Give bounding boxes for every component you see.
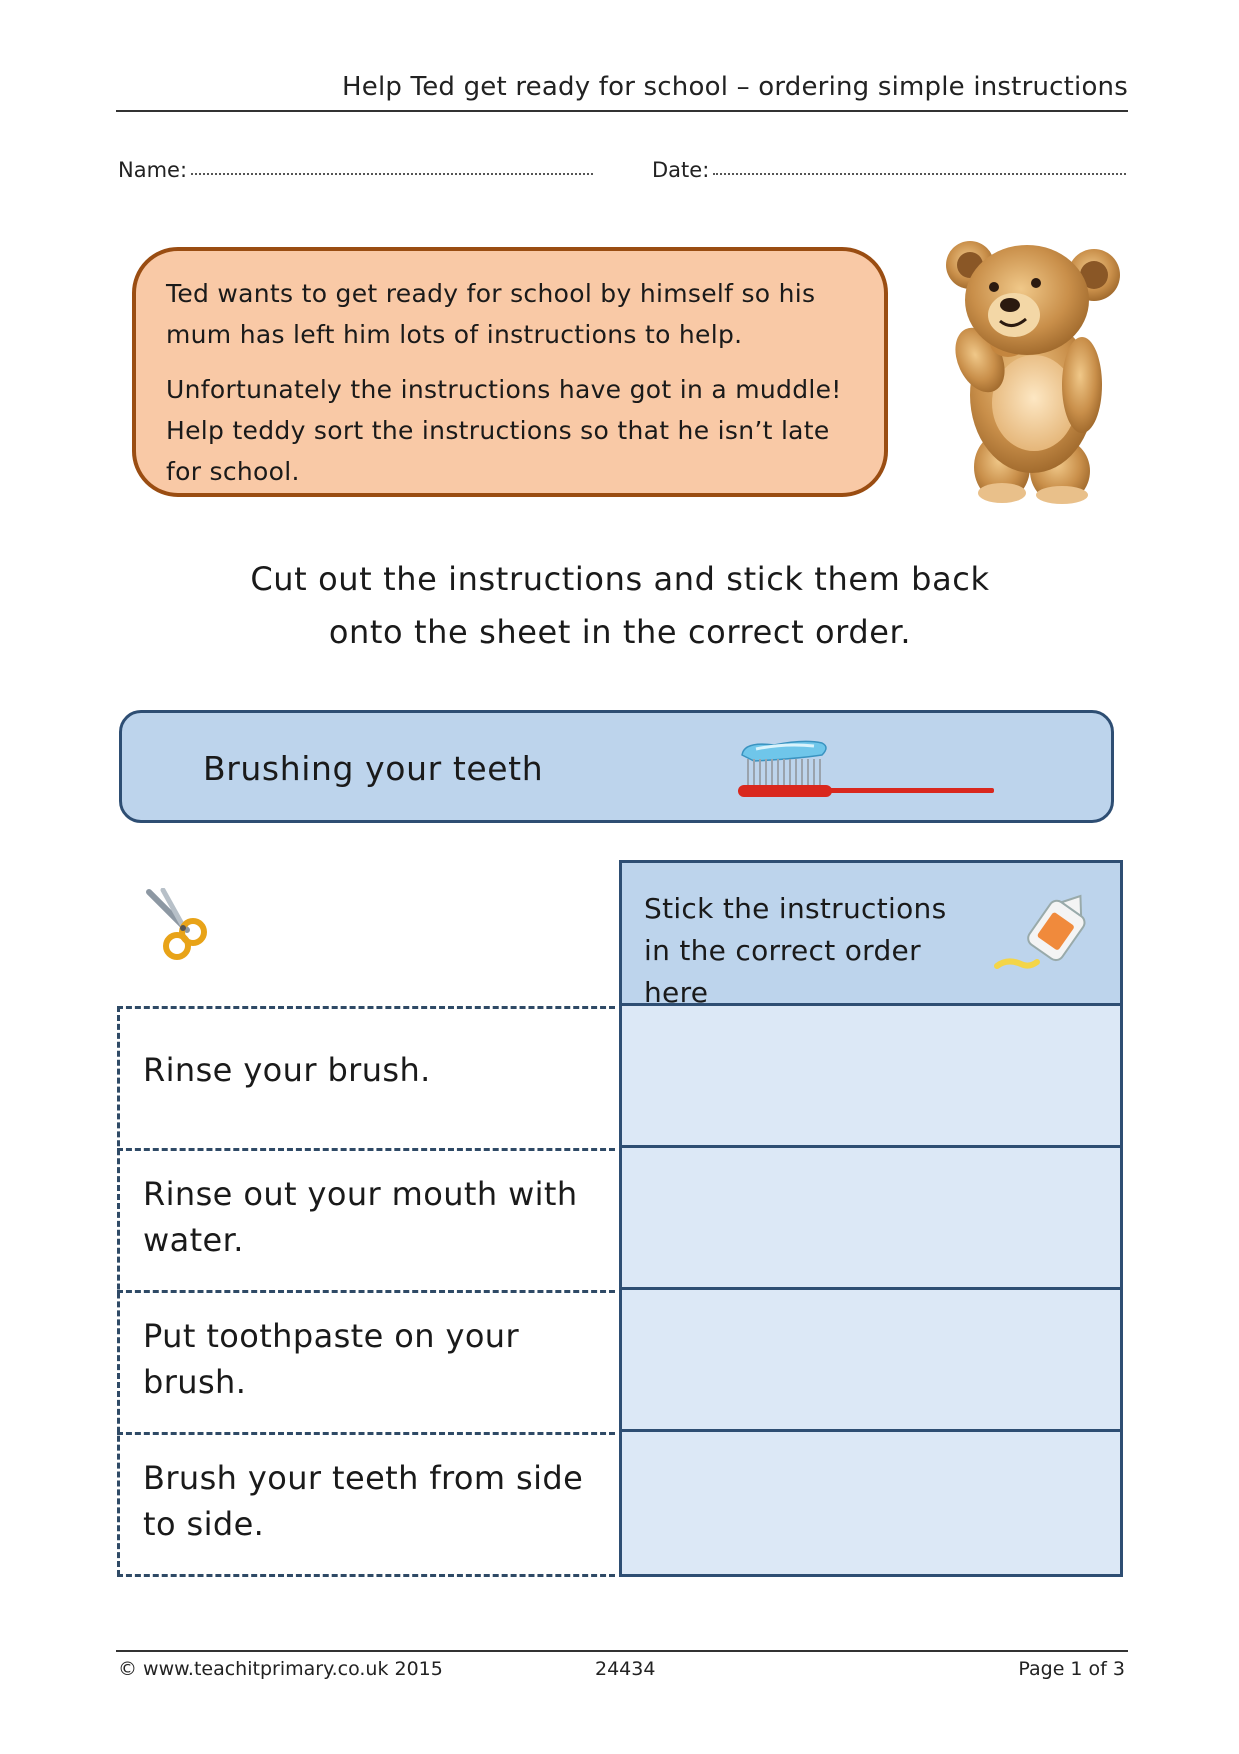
cutout-strip-4[interactable] (117, 1432, 615, 1574)
cut-instruction-line-2: onto the sheet in the correct order. (328, 613, 912, 651)
date-dotted-line[interactable] (713, 173, 1126, 175)
teddy-bear-illustration (942, 235, 1120, 505)
date-label: Date: (652, 158, 710, 182)
header-rule (116, 110, 1128, 112)
stick-slot-4[interactable] (622, 1432, 1120, 1574)
toothbrush-icon (734, 737, 1000, 801)
stick-table-header (622, 863, 1120, 1009)
cutout-text-4: Brush your teeth from side to side. (143, 1459, 584, 1543)
footer-page-number: Page 1 of 3 (1018, 1658, 1125, 1680)
intro-paragraph-1: Ted wants to get ready for school by himself so his mum has left him lots of instructions to help. (166, 279, 816, 349)
activity-banner (119, 710, 1114, 823)
name-field[interactable] (118, 158, 593, 182)
scissors-icon (143, 888, 219, 960)
intro-box (132, 247, 888, 497)
footer-resource-code: 24434 (595, 1658, 656, 1680)
cutout-text-3: Put toothpaste on your brush. (143, 1317, 520, 1401)
cutout-strip-1[interactable] (117, 1006, 615, 1148)
cutout-text-2: Rinse out your mouth with water. (143, 1175, 578, 1259)
name-label: Name: (118, 158, 188, 182)
activity-title: Brushing your teeth (203, 749, 544, 788)
stick-slot-1[interactable] (622, 1006, 1120, 1148)
footer-copyright: © www.teachitprimary.co.uk 2015 (118, 1658, 443, 1680)
cut-instruction (200, 553, 1040, 659)
intro-paragraph-2: Unfortunately the instructions have got in a muddle! Help teddy sort the instructions so that he isn’t late for school. (166, 375, 842, 486)
document-title: Help Ted get ready for school – ordering simple instructions (342, 72, 1128, 102)
footer-rule (116, 1650, 1128, 1652)
cutout-strips (117, 1006, 615, 1576)
date-field[interactable] (652, 158, 1126, 182)
cutout-strip-3[interactable] (117, 1290, 615, 1432)
stick-slot-2[interactable] (622, 1148, 1120, 1290)
stick-table (619, 860, 1123, 1577)
cutout-text-1: Rinse your brush. (143, 1051, 431, 1089)
stick-header-text: Stick the instructions in the correct order here (644, 892, 947, 1009)
cut-instruction-line-1: Cut out the instructions and stick them back (250, 560, 990, 598)
name-dotted-line[interactable] (191, 173, 593, 175)
glue-bottle-icon (987, 886, 1099, 981)
cut-line-bottom (117, 1574, 615, 1577)
cutout-strip-2[interactable] (117, 1148, 615, 1290)
stick-slot-3[interactable] (622, 1290, 1120, 1432)
